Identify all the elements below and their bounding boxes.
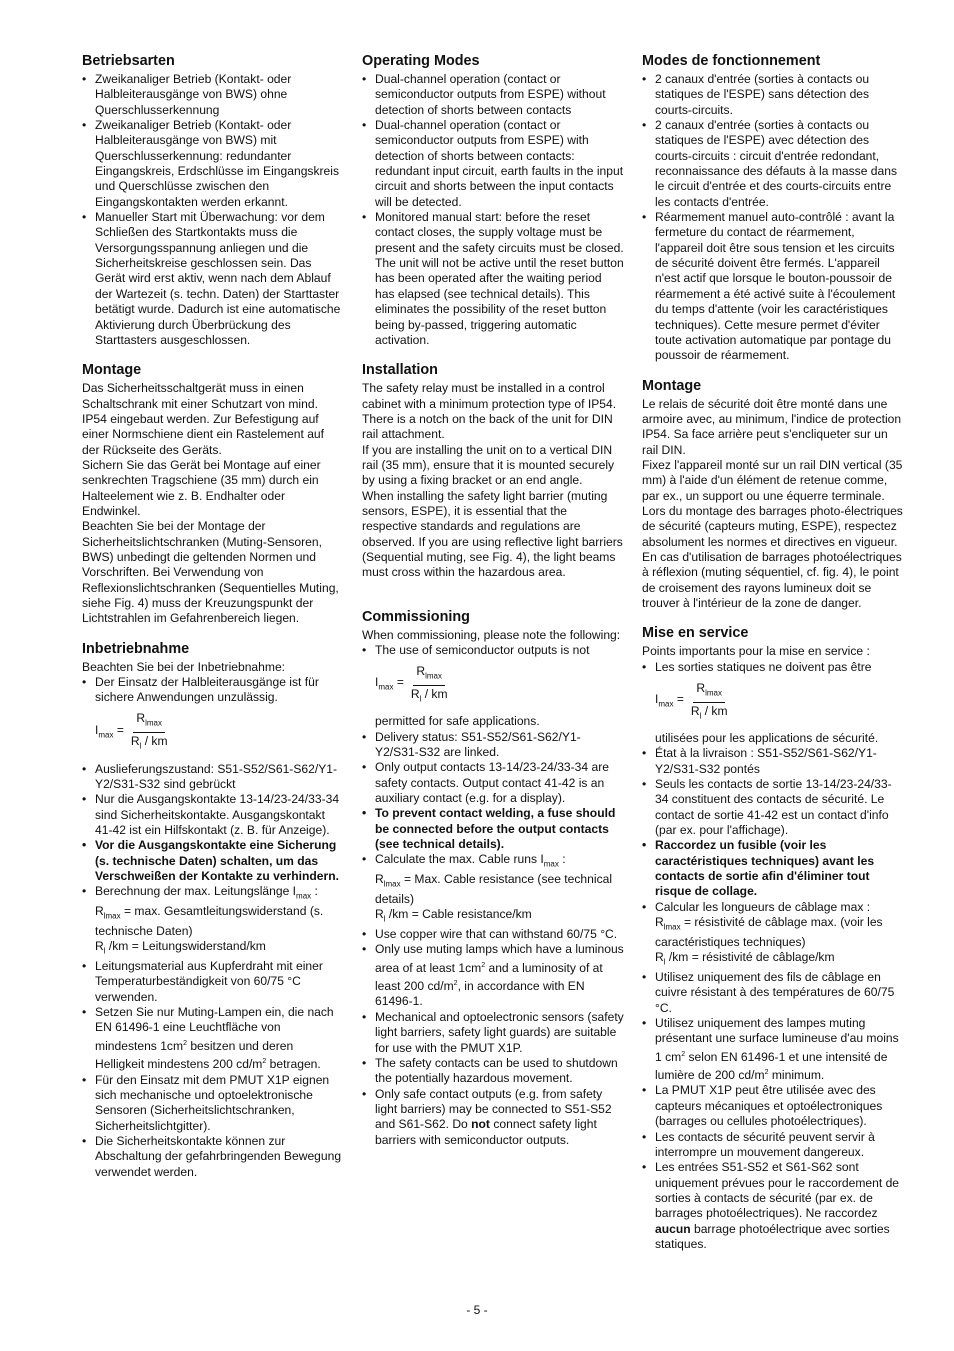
list-betriebsarten <box>82 72 344 348</box>
continued-text: permitted for safe applications. <box>375 714 540 729</box>
list-mise-en-service-2 <box>642 746 904 1252</box>
list-item: • Nur die Ausgangskontakte 13-14/23-24/33-34 sind Sicherheitskontakte. Ausgangskontakt 41-42 ist ein Hilfskontakt (z. B. für Anzeige). <box>82 792 344 838</box>
heading-modes-fonctionnement: Modes de fonctionnement <box>642 53 821 69</box>
list-item: • The safety contacts can be used to shutdown the potentially hazardous movement. <box>362 1056 624 1087</box>
list-item: • Les sorties statiques ne doivent pas être <box>642 660 904 675</box>
formula-denominator: $R_l$ / km <box>690 703 728 720</box>
formula-lhs: $I_{max}$ = <box>375 675 404 692</box>
paragraph: If you are installing the unit on to a vertical DIN rail (35 mm), ensure that it is mounted securely by using a fixing bracket or an end angle. <box>362 442 615 488</box>
list-item: • Zweikanaliger Betrieb (Kontakt- oder Halbleiterausgänge von BWS) mit Querschlusserkennung: redundanter Eingangskreis, Erdschlüsse im Eingangskreis und Querschlüsse zwischen den Eingangskontakten werden erkannt. <box>82 118 344 210</box>
cable-length-formula <box>375 664 624 706</box>
paragraph: Le relais de sécurité doit être monté dans une armoire avec, au minimum, l'indice de protection IP54. Sa face arrière peut s'encliqueter sur un rail DIN. <box>642 396 902 457</box>
formula-numerator: $R_{lmax}$ <box>413 664 445 686</box>
heading-montage: Montage <box>82 362 142 379</box>
list-item: • État à la livraison : S51-S52/S61-S62/Y1-Y2/S31-S32 pontés <box>642 746 904 777</box>
column-english <box>362 53 624 1162</box>
formula-denominator: $R_l$ / km <box>410 686 448 704</box>
cable-length-formula <box>655 681 904 723</box>
list-item: • 2 canaux d'entrée (sorties à contacts ou statiques de l'ESPE) sans détection des courts-circuits. <box>642 72 904 118</box>
list-commissioning-2 <box>362 730 624 1148</box>
list-operating-modes <box>362 72 624 348</box>
list-item: • Dual-channel operation (contact or semiconductor outputs from ESPE) without detection of shorts between contacts <box>362 72 624 118</box>
section-betriebsarten <box>82 53 344 348</box>
formula-fraction <box>688 681 731 724</box>
paragraph: When installing the safety light barrier (muting sensors, ESPE), it is essential that the respective standards and regulations are observed. If you are using reflective light barriers (Sequential muting, see Fig. 4), the light beams must cross within the hazardous area. <box>362 488 623 580</box>
intro-text: Beachten Sie bei der Inbetriebnahme: <box>82 659 286 674</box>
section-montage-fr <box>642 378 904 612</box>
list-item: • Utilisez uniquement des fils de câblage en cuivre résistant à des températures de 60/75 °C. <box>642 970 904 1016</box>
formula-numerator: $R_{lmax}$ <box>693 681 725 703</box>
list-item-muting: • Utilisez uniquement des lampes muting présentant une surface lumineuse d'au moins 1 $cm^2$ selon EN 61496-1 et une intensité de lumière de 200 $cd/m^2$ minimum. <box>642 1016 904 1083</box>
formula-denominator: $R_l$ / km <box>130 734 168 751</box>
column-german <box>82 53 344 1194</box>
heading-operating-modes: Operating Modes <box>362 53 480 69</box>
section-operating-modes <box>362 53 624 348</box>
section-mise-en-service <box>642 625 904 1252</box>
list-item-muting: • Only use muting lamps which have a luminous area of at least $1cm^2$ and a luminosity of at least 200 $cd/m^2$, in accordance with EN 61496-1. <box>362 942 624 1009</box>
intro-text: Points importants pour la mise en service : <box>642 644 870 659</box>
list-item: • Réarmement manuel auto-contrôlé : avant la fermeture du contact de réarmement, l'appareil doit être sous tension et les circuits de sécurité doivent être fermés. L'appareil n'est actif que lorsque le bouton-poussoir de réarmement a été activé suite à l'écoulement du temps d'attente (voir les caractéristiques techniques). Cette mesure permet d'éviter toute activation automatique par pontage du poussoir de réarmement. <box>642 210 904 363</box>
list-item-calc: • Calcular les longueurs de câblage max : $R_{lmax}$ = résistivité de câblage max. (voir les caractéristiques techniques) $R_l$ /km = résistivité de câblage/km <box>642 900 904 970</box>
list-item: • Der Einsatz der Halbleiterausgänge ist für sichere Anwendungen unzulässig. <box>82 675 344 706</box>
list-modes-fonctionnement <box>642 72 904 364</box>
formula-fraction <box>128 711 171 754</box>
list-item-bold: • Raccordez un fusible (voir les caractéristiques techniques) avant les contacts de sortie afin d'éliminer tout risque de collage. <box>642 838 904 899</box>
list-item: • Auslieferungszustand: S51-S52/S61-S62/Y1-Y2/S31-S32 sind gebrückt <box>82 762 344 793</box>
list-item-muting: • Setzen Sie nur Muting-Lampen ein, die nach EN 61496-1 eine Leuchtfläche von mindestens $1cm^2$ besitzen und deren Helligkeit mindestens 200 $cd/m^2$ betragen. <box>82 1005 344 1072</box>
page-number: - 5 - <box>466 1303 488 1317</box>
list-item: • Für den Einsatz mit dem PMUT X1P eignen sich mechanische und optoelektronische Sensoren (Sicherheitslichtschranken, Sicherheitslichtgitter). <box>82 1073 344 1134</box>
heading-commissioning: Commissioning <box>362 608 470 625</box>
list-item-last: • Les entrées S51-S52 et S61-S62 sont uniquement prévues pour le raccordement de sorties à contacts de sécurité (par ex. de barrages photoélectriques). Ne raccordez aucun barrage photoélectrique avec sorties statiques. <box>642 1160 904 1252</box>
paragraph: Lors du montage des barrages photo-électriques de sécurité (capteurs muting, ESPE), respectez absolument les normes et directives en vigueur. En cas d'utilisation de barrages photoélectriques à réflexion (muting séquentiel, cf. fig. 4), le point de croisement des rayons lumineux doit se trouver à l'intérieur de la zone de danger. <box>642 503 903 610</box>
list-item: • Les contacts de sécurité peuvent servir à interrompre un mouvement dangereux. <box>642 1130 904 1161</box>
heading-installation: Installation <box>362 362 438 379</box>
list-item: • Use copper wire that can withstand 60/75 °C. <box>362 927 624 942</box>
formula-fraction <box>408 664 451 707</box>
paragraph: Beachten Sie bei der Montage der Sicherheitslichtschranken (Muting-Sensoren, BWS) unbedingt die geltenden Normen und Vorschriften. Bei Verwendung von Reflexionslichtschranken (Sequentielles Muting, siehe Fig. 4) muss der Kreuzungspunkt der Lichtstrahlen im Gefahrenbereich liegen. <box>82 519 339 626</box>
section-commissioning <box>362 609 624 1148</box>
list-item: • La PMUT X1P peut être utilisée avec des capteurs mécaniques et optoélectroniques (barrages ou cellules photoélectriques). <box>642 1083 904 1129</box>
intro-text: When commissioning, please note the following: <box>362 627 621 642</box>
cable-length-formula <box>95 712 344 754</box>
column-french <box>642 53 904 1266</box>
heading-betriebsarten: Betriebsarten <box>82 53 175 69</box>
formula-lhs: $I_{max}$ = <box>95 722 124 740</box>
list-mise-en-service <box>642 660 904 675</box>
list-inbetriebnahme-2 <box>82 762 344 1180</box>
section-inbetriebnahme <box>82 641 344 1180</box>
list-item: • Leitungsmaterial aus Kupferdraht mit einer Temperaturbeständigkeit von 60/75 °C verwenden. <box>82 959 344 1005</box>
list-item: • Zweikanaliger Betrieb (Kontakt- oder Halbleiterausgänge von BWS) ohne Querschlusserkennung <box>82 72 344 118</box>
list-item-bold: • To prevent contact welding, a fuse should be connected before the output contacts (see technical details). <box>362 806 624 852</box>
list-item: • 2 canaux d'entrée (sorties à contacts ou statiques de l'ESPE) avec détection des courts-circuits : circuit d'entrée redondant, reconnaissance des défauts à la masse dans le circuit d'entrée et des courts-circuits entre les contacts d'entrée. <box>642 118 904 210</box>
section-montage-de <box>82 362 344 627</box>
list-item: • Only output contacts 13-14/23-24/33-34 are safety contacts. Output contact 41-42 is an auxiliary contact (e.g. for a display). <box>362 760 624 806</box>
paragraph: Das Sicherheitsschaltgerät muss in einen Schaltschrank mit einer Schutzart von mind. IP54 eingebaut werden. Zur Befestigung auf einer Normschiene dient ein Rastelement auf der Rückseite des Geräts. <box>82 381 325 457</box>
formula-numerator: $R_{lmax}$ <box>133 711 165 733</box>
list-item: • Die Sicherheitskontakte können zur Abschaltung der gefahrbringenden Bewegung verwendet werden. <box>82 1134 344 1180</box>
list-commissioning <box>362 643 624 658</box>
list-item-bold: • Vor die Ausgangskontakte eine Sicherung (s. technische Daten) schalten, um das Verschweißen der Kontakte zu verhindern. <box>82 838 344 884</box>
list-item: • Dual-channel operation (contact or semiconductor outputs from ESPE) with detection of shorts between contacts: redundant input circuit, earth faults in the input circuit and shorts between the input contacts will be detected. <box>362 118 624 210</box>
paragraph: Fixez l'appareil monté sur un rail DIN vertical (35 mm) à l'aide d'un élément de retenue comme, par ex., un support ou une équerre terminale. <box>642 457 903 503</box>
list-item: • Seuls les contacts de sortie 13-14/23-24/33-34 constituent des contacts de sécurité. Le contact de sortie 41-42 est un contact d'info (par ex. pour l'affichage). <box>642 777 904 838</box>
list-item: • Mechanical and optoelectronic sensors (safety light barriers, safety light guards) are suitable for use with the PMUT X1P. <box>362 1010 624 1056</box>
list-item: • The use of semiconductor outputs is not <box>362 643 624 658</box>
section-installation <box>362 362 624 580</box>
heading-inbetriebnahme: Inbetriebnahme <box>82 640 190 657</box>
formula-lhs: $I_{max}$ = <box>655 692 684 709</box>
section-modes-fonctionnement <box>642 53 904 364</box>
list-item-last: • Only safe contact outputs (e.g. from safety light barriers) may be connected to S51-S52 and S61-S62. Do not connect safety light barriers with semiconductor outputs. <box>362 1087 624 1148</box>
list-item: • Monitored manual start: before the reset contact closes, the supply voltage must be present and the safety circuits must be closed. The unit will not be active until the reset button has been operated after the waiting period has elapsed (see technical details). This eliminates the possibility of the reset button being by-passed, triggering automatic activation. <box>362 210 624 348</box>
continued-text: utilisées pour les applications de sécurité. <box>655 731 879 746</box>
list-item: • Manueller Start mit Überwachung: vor dem Schließen des Startkontakts muss die Versorgungsspannung anliegen und die Sicherheitskreise geschlossen sein. Das Gerät wird erst aktiv, wenn nach dem Ablauf der Wartezeit (s. techn. Daten) der Starttaster betätigt wurde. Dadurch ist eine automatische Aktivierung durch Überbrückung des Starttasters ausgeschlossen. <box>82 210 344 348</box>
paragraph: The safety relay must be installed in a control cabinet with a minimum protection type of IP54. There is a notch on the back of the unit for DIN rail attachment. <box>362 381 617 442</box>
heading-montage: Montage <box>642 377 702 394</box>
heading-mise-en-service: Mise en service <box>642 625 749 642</box>
paragraph: Sichern Sie das Gerät bei Montage auf einer senkrechten Tragschiene (35 mm) durch ein Halteelement wie z. B. Endhalter oder Endwinkel. <box>82 457 321 518</box>
list-item: • Delivery status: S51-S52/S61-S62/Y1-Y2/S31-S32 are linked. <box>362 730 624 761</box>
list-item-calc: • Berechnung der max. Leitungslänge $I_{max}$ : $R_{lmax} = \max$. Gesamtleitungswiderstand (s. technische Daten) $R_l$ /km = Leitungswiderstand/km <box>82 884 344 959</box>
list-item-calc: • Calculate the max. Cable runs $I_{max}$ : $R_{lmax}$ = Max. Cable resistance (see technical details) $R_l$ /km = Cable resistance/km <box>362 852 624 927</box>
list-inbetriebnahme <box>82 675 344 706</box>
